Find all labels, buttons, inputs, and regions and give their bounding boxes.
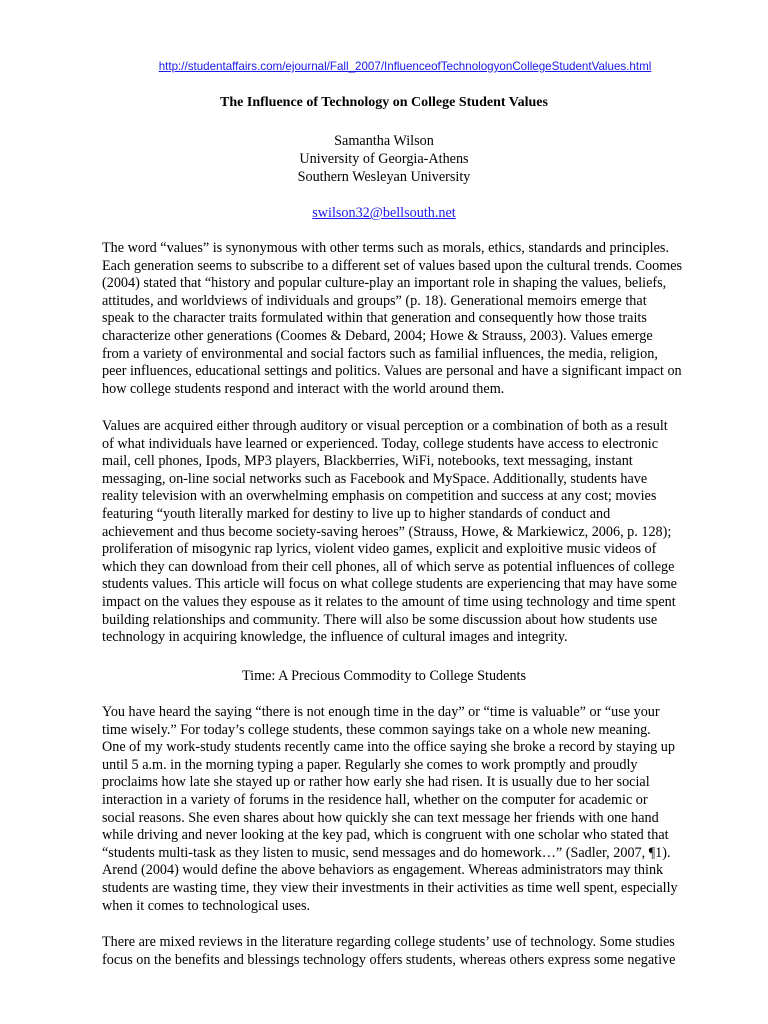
paragraph-line: There are mixed reviews in the literature regarding college students’ use of technology. Some studies bbox=[102, 934, 675, 950]
paragraph-line: peer influences, educational settings and politics. Values are personal and have a significant impact on bbox=[102, 363, 682, 380]
body-paragraph-3 bbox=[102, 704, 702, 915]
paragraph-line: The word “values” is synonymous with other terms such as morals, ethics, standards and principles. bbox=[102, 240, 669, 256]
paragraph-line: You have heard the saying “there is not enough time in the day” or “time is valuable” or “use your bbox=[102, 704, 660, 720]
paragraph-line: while driving and never looking at the key pad, which is congruent with one scholar who stated that bbox=[102, 827, 669, 844]
paragraph-line: messaging, on-line social networks such as Facebook and MySpace. Additionally, students have bbox=[102, 470, 648, 487]
paragraph-line: Values are acquired either through auditory or visual perception or a combination of both as a result bbox=[102, 418, 668, 434]
author-affiliation-1: University of Georgia-Athens bbox=[299, 151, 469, 167]
paragraph-line: featuring “youth literally marked for destiny to live up to higher standards of conduct and bbox=[102, 505, 611, 522]
paragraph-line: impact on the values they espouse as it relates to the amount of time using technology and time spent bbox=[102, 593, 676, 610]
paragraph-line: focus on the benefits and blessings technology offers students, whereas others express some negative bbox=[102, 951, 676, 968]
paragraph-line: which they can download from their cell phones, all of which serve as potential influences of college bbox=[102, 558, 675, 575]
paragraph-line: One of my work-study students recently came into the office saying she broke a record by staying up bbox=[102, 739, 675, 756]
paragraph-line: attitudes, and worldviews of individuals and groups” (p. 18). Generational memoirs emerge that bbox=[102, 292, 647, 309]
paragraph-line: “students multi-task as they listen to music, send messages and do homework…” (Sadler, 2007, ¶1). bbox=[102, 844, 671, 861]
paragraph-line: proliferation of misogynic rap lyrics, violent video games, explicit and exploitive music videos of bbox=[102, 541, 657, 558]
paragraph-line: time wisely.” For today’s college students, these common sayings take on a whole new meaning. bbox=[102, 721, 651, 738]
source-url-link[interactable]: http://studentaffairs.com/ejournal/Fall_2007/InfluenceofTechnologyonCollegeStudentValues.html bbox=[158, 60, 652, 73]
paragraph-line: Each generation seems to subscribe to a different set of values based upon the cultural trends. Coomes bbox=[102, 257, 683, 274]
paragraph-line: students are wasting time, they view their investments in their activities as time well spent, especially bbox=[102, 879, 678, 896]
body-paragraph-2 bbox=[102, 418, 702, 647]
paragraph-line: social reasons. She even shares about how quickly she can text message her friends with one hand bbox=[102, 809, 659, 826]
paragraph-line: proclaims how late she stayed up or rather how early she had risen. It is usually due to her social bbox=[102, 774, 650, 791]
paragraph-line: when it comes to technological uses. bbox=[102, 897, 311, 914]
author-affiliation-2: Southern Wesleyan University bbox=[297, 169, 471, 185]
paragraph-line: of what individuals have learned or experienced. Today, college students have access to electronic bbox=[102, 435, 659, 452]
paragraph-line: mail, cell phones, Ipods, MP3 players, Blackberries, WiFi, notebooks, text messaging, instant bbox=[102, 453, 633, 470]
paragraph-line: achievement and thus become society-saving heroes” (Strauss, Howe, & Markiewicz, 2006, p. 128); bbox=[102, 523, 672, 540]
paragraph-line: interaction in a variety of forums in the residence hall, whether on the computer for academic or bbox=[102, 791, 648, 808]
body-paragraph-4 bbox=[102, 934, 702, 969]
paragraph-line: how college students respond and interact with the world around them. bbox=[102, 380, 505, 397]
paragraph-line: Arend (2004) would define the above behaviors as engagement. Whereas administrators may think bbox=[102, 862, 664, 879]
paragraph-line: speak to the character traits formulated within that generation and consequently how those traits bbox=[102, 310, 647, 327]
body-paragraph-1 bbox=[102, 240, 702, 398]
paragraph-line: students values. This article will focus on what college students are experiencing that may have some bbox=[102, 576, 677, 593]
section-heading: Time: A Precious Commodity to College Students bbox=[241, 668, 527, 684]
paragraph-line: characterize other generations (Coomes & Debard, 2004; Howe & Strauss, 2003). Values emerge bbox=[102, 327, 653, 344]
article-title: The Influence of Technology on College Student Values bbox=[220, 95, 548, 110]
author-name: Samantha Wilson bbox=[334, 133, 434, 149]
paragraph-line: (2004) stated that “history and popular culture-play an important role in shaping the values, beliefs, bbox=[102, 275, 667, 292]
paragraph-line: from a variety of environmental and social factors such as familial influences, the media, religion, bbox=[102, 345, 658, 362]
paragraph-line: building relationships and community. There will also be some discussion about how students use bbox=[102, 611, 658, 628]
paragraph-line: reality television with an overwhelming emphasis on competition and success at any cost; movies bbox=[102, 488, 657, 505]
paragraph-line: technology in acquiring knowledge, the influence of cultural images and integrity. bbox=[102, 629, 568, 646]
paragraph-line: until 5 a.m. in the morning typing a paper. Regularly she comes to work promptly and proudly bbox=[102, 756, 638, 773]
author-email-link[interactable]: swilson32@bellsouth.net bbox=[312, 205, 456, 221]
